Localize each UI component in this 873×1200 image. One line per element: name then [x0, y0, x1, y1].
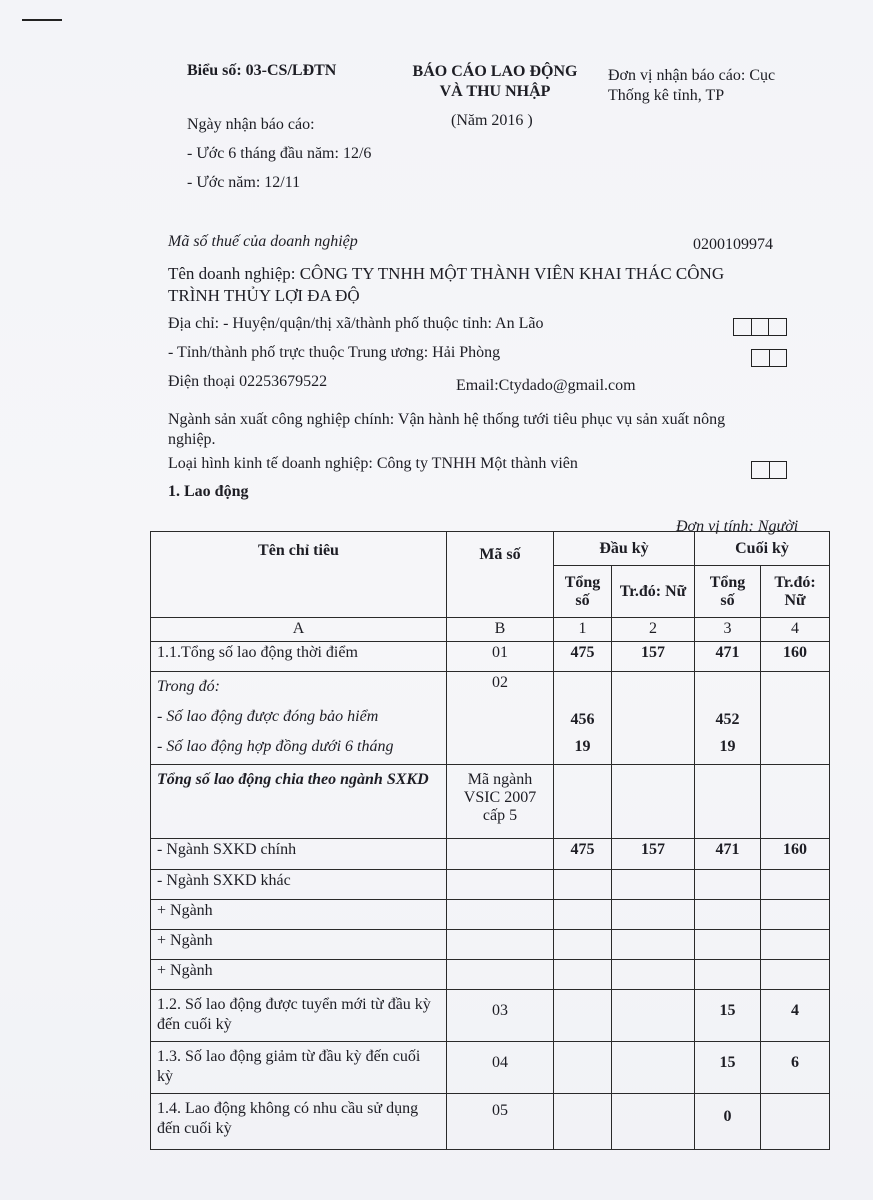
estimate-6-months: - Ước 6 tháng đầu năm: 12/6	[187, 145, 372, 162]
header-indicator: Tên chỉ tiêu	[151, 532, 447, 618]
table-header-row-1	[151, 532, 830, 566]
row-code: 05	[447, 1094, 554, 1150]
empty-cell	[554, 930, 612, 960]
row-label-sub: Trong đó:	[157, 678, 220, 695]
start-total	[554, 672, 612, 765]
empty-cell	[612, 765, 695, 839]
end-total: 471	[695, 839, 761, 870]
unit-label: Đơn vị tính: Người	[676, 518, 799, 535]
index-cell: 1	[554, 618, 612, 642]
row-code: 03	[447, 990, 554, 1042]
table-row	[151, 900, 830, 930]
start-total: 475	[554, 642, 612, 672]
empty-cell	[554, 1094, 612, 1150]
table-row	[151, 839, 830, 870]
index-cell: B	[447, 618, 554, 642]
row-code: 02	[447, 672, 554, 765]
empty-cell	[612, 1094, 695, 1150]
header-end-female: Tr.đó: Nữ	[761, 566, 830, 618]
row-label: 1.4. Lao động không có nhu cầu sử dụng đến cuối kỳ	[151, 1094, 447, 1150]
phone: Điện thoại 02253679522	[168, 373, 328, 390]
address-province: - Tỉnh/thành phố trực thuộc Trung ương: Hải Phòng	[168, 344, 501, 361]
empty-cell	[554, 990, 612, 1042]
company-name-line-2: TRÌNH THỦY LỢI ĐA ĐỘ	[168, 286, 360, 305]
row-label	[151, 672, 447, 765]
empty-cell	[761, 1094, 830, 1150]
empty-cell	[612, 930, 695, 960]
row-label: 1.1.Tổng số lao động thời điểm	[151, 642, 447, 672]
row-code: 01	[447, 642, 554, 672]
estimate-year: - Ước năm: 12/11	[187, 174, 301, 191]
end-total: 0	[695, 1094, 761, 1150]
empty-cell	[612, 900, 695, 930]
empty-cell	[612, 870, 695, 900]
index-cell: 3	[695, 618, 761, 642]
table-row	[151, 1042, 830, 1094]
form-code: Biểu số: 03-CS/LĐTN	[187, 62, 337, 79]
empty-cell	[447, 960, 554, 990]
row-label: - Ngành SXKD khác	[151, 870, 447, 900]
empty-cell	[447, 839, 554, 870]
company-name-line-1: Tên doanh nghiệp: CÔNG TY TNHH MỘT THÀNH VIÊN KHAI THÁC CÔNG	[168, 264, 725, 283]
table-row	[151, 642, 830, 672]
empty-cell	[612, 990, 695, 1042]
report-year: (Năm 2016 )	[451, 112, 533, 129]
tax-code-label: Mã số thuế của doanh nghiệp	[168, 233, 358, 250]
email: Email:Ctydado@gmail.com	[456, 377, 636, 394]
row-label: + Ngành	[151, 960, 447, 990]
empty-cell	[695, 870, 761, 900]
index-row	[151, 618, 830, 642]
empty-cell	[554, 1042, 612, 1094]
index-cell: 2	[612, 618, 695, 642]
economic-type-boxes	[751, 461, 787, 479]
header-start: Đầu kỳ	[554, 532, 695, 566]
recipient-line-1: Đơn vị nhận báo cáo: Cục	[608, 67, 776, 84]
end-female: 6	[761, 1042, 830, 1094]
title-line-1: BÁO CÁO LAO ĐỘNG	[412, 63, 578, 80]
main-industry-line-1: Ngành sản xuất công nghiệp chính: Vận hành hệ thống tưới tiêu phục vụ sản xuất nông	[168, 411, 726, 428]
empty-cell	[554, 960, 612, 990]
report-title	[410, 62, 580, 102]
table-row	[151, 930, 830, 960]
end-total: 15	[695, 1042, 761, 1094]
empty-cell	[447, 930, 554, 960]
province-code-boxes	[751, 349, 787, 367]
table-row	[151, 765, 830, 839]
short-contract-start: 19	[574, 738, 591, 755]
empty-cell	[554, 870, 612, 900]
empty-cell	[612, 960, 695, 990]
empty-cell	[761, 900, 830, 930]
empty-cell	[554, 765, 612, 839]
header-code: Mã số	[447, 532, 554, 618]
tax-code: 0200109974	[693, 236, 773, 253]
insured-end: 452	[715, 711, 740, 728]
empty-cell	[612, 1042, 695, 1094]
end-total: 471	[695, 642, 761, 672]
labor-table	[150, 531, 830, 1150]
start-female	[612, 672, 695, 765]
address-district: Địa chỉ: - Huyện/quận/thị xã/thành phố thuộc tỉnh: An Lão	[168, 315, 544, 332]
empty-cell	[447, 870, 554, 900]
table-row	[151, 960, 830, 990]
economic-type: Loại hình kinh tế doanh nghiệp: Công ty TNHH Một thành viên	[168, 455, 578, 472]
header-start-total: Tổng số	[554, 566, 612, 618]
main-industry-line-2: nghiệp.	[168, 431, 216, 448]
title-line-2: VÀ THU NHẬP	[439, 83, 551, 100]
section-title: 1. Lao động	[168, 483, 249, 500]
start-total: 475	[554, 839, 612, 870]
recipient-line-2: Thống kê tỉnh, TP	[608, 87, 725, 104]
end-female	[761, 672, 830, 765]
row-label: 1.3. Số lao động giảm từ đầu kỳ đến cuối kỳ	[151, 1042, 447, 1094]
row-label: - Ngành SXKD chính	[151, 839, 447, 870]
district-code-boxes	[733, 318, 787, 336]
empty-cell	[761, 960, 830, 990]
header-end-total: Tổng số	[695, 566, 761, 618]
end-total: 15	[695, 990, 761, 1042]
end-female: 4	[761, 990, 830, 1042]
row-label: Tổng số lao động chia theo ngành SXKD	[151, 765, 447, 839]
empty-cell	[695, 900, 761, 930]
table-row	[151, 1094, 830, 1150]
end-female: 160	[761, 839, 830, 870]
company-name	[168, 263, 724, 307]
table-row	[151, 870, 830, 900]
header-end: Cuối kỳ	[695, 532, 830, 566]
end-total	[695, 672, 761, 765]
empty-cell	[761, 870, 830, 900]
empty-cell	[447, 900, 554, 930]
end-female: 160	[761, 642, 830, 672]
header-start-female: Tr.đó: Nữ	[612, 566, 695, 618]
short-contract-end: 19	[719, 738, 736, 755]
empty-cell	[695, 960, 761, 990]
empty-cell	[695, 930, 761, 960]
row-code: Mã ngành VSIC 2007 cấp 5	[447, 765, 554, 839]
index-cell: 4	[761, 618, 830, 642]
insured-start: 456	[570, 711, 595, 728]
row-label: + Ngành	[151, 930, 447, 960]
row-label-sub: - Số lao động được đóng bảo hiểm	[157, 708, 379, 725]
empty-cell	[761, 930, 830, 960]
row-label: 1.2. Số lao động được tuyển mới từ đầu kỳ đến cuối kỳ	[151, 990, 447, 1042]
start-female: 157	[612, 839, 695, 870]
recipient	[608, 66, 775, 106]
table-row	[151, 672, 830, 765]
empty-cell	[554, 900, 612, 930]
row-code: 04	[447, 1042, 554, 1094]
row-label: + Ngành	[151, 900, 447, 930]
receive-date-label: Ngày nhận báo cáo:	[187, 116, 315, 133]
table-row	[151, 990, 830, 1042]
index-cell: A	[151, 618, 447, 642]
row-label-sub: - Số lao động hợp đồng dưới 6 tháng	[157, 738, 394, 755]
main-industry	[168, 410, 725, 450]
corner-mark	[22, 19, 62, 21]
start-female: 157	[612, 642, 695, 672]
empty-cell	[695, 765, 761, 839]
empty-cell	[761, 765, 830, 839]
